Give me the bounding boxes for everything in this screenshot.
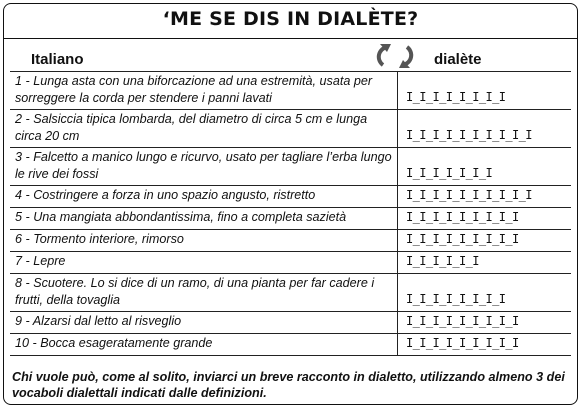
table-row (10, 208, 571, 230)
quiz-box (3, 3, 578, 405)
table-row (10, 230, 571, 252)
answer-blanks[interactable]: I_I_I_I_I_I_I_I_I_I (406, 128, 532, 142)
table-row (10, 312, 571, 334)
answer-blanks[interactable]: I_I_I_I_I_I_I_I_I (406, 336, 519, 350)
swap-arrows-icon (373, 41, 417, 71)
column-header-italiano: Italiano (31, 51, 84, 68)
definition-text: 1 - Lunga asta con una biforcazione ad una estremità, usata per sorreggere la corda per stendere i panni lavati (10, 72, 398, 109)
table-row (10, 334, 571, 356)
table-row (10, 148, 571, 186)
answer-blanks[interactable]: I_I_I_I_I_I_I_I_I (406, 232, 519, 246)
column-header-dialete: dialète (434, 51, 482, 68)
table-row (10, 186, 571, 208)
answer-blanks[interactable]: I_I_I_I_I_I (406, 254, 479, 268)
answer-blanks[interactable]: I_I_I_I_I_I_I_I_I (406, 210, 519, 224)
definition-text: 7 - Lepre (10, 252, 398, 273)
title-divider (4, 38, 577, 39)
answer-blanks[interactable]: I_I_I_I_I_I_I_I_I_I (406, 188, 532, 202)
definitions-table (10, 71, 571, 356)
definition-text: 10 - Bocca esageratamente grande (10, 334, 398, 355)
definition-text: 6 - Tormento interiore, rimorso (10, 230, 398, 251)
answer-blanks[interactable]: I_I_I_I_I_I_I_I (406, 292, 506, 306)
answer-blanks[interactable]: I_I_I_I_I_I_I_I_I (406, 314, 519, 328)
definition-text: 5 - Una mangiata abbondantissima, fino a completa sazietà (10, 208, 398, 229)
footer-note: Chi vuole può, come al solito, inviarci un breve racconto in dialetto, utilizzando almeno 3 dei vocaboli dialettali indicati dalle definizioni. (12, 370, 565, 400)
table-row (10, 274, 571, 312)
quiz-title: ‘ME SE DIS IN DIALÈTE? (162, 8, 419, 30)
definition-text: 8 - Scuotere. Lo si dice di un ramo, di una pianta per far cadere i frutti, della tovaglia (10, 274, 398, 311)
definition-text: 2 - Salsiccia tipica lombarda, del diametro di circa 5 cm e lunga circa 20 cm (10, 110, 398, 147)
table-row (10, 252, 571, 274)
answer-blanks[interactable]: I_I_I_I_I_I_I_I (406, 90, 506, 104)
table-row (10, 110, 571, 148)
table-row (10, 72, 571, 110)
definition-text: 9 - Alzarsi dal letto al risveglio (10, 312, 398, 333)
definition-text: 3 - Falcetto a manico lungo e ricurvo, usato per tagliare l’erba lungo le rive dei fossi (10, 148, 398, 185)
definition-text: 4 - Costringere a forza in uno spazio angusto, ristretto (10, 186, 398, 207)
answer-blanks[interactable]: I_I_I_I_I_I_I (406, 166, 493, 180)
